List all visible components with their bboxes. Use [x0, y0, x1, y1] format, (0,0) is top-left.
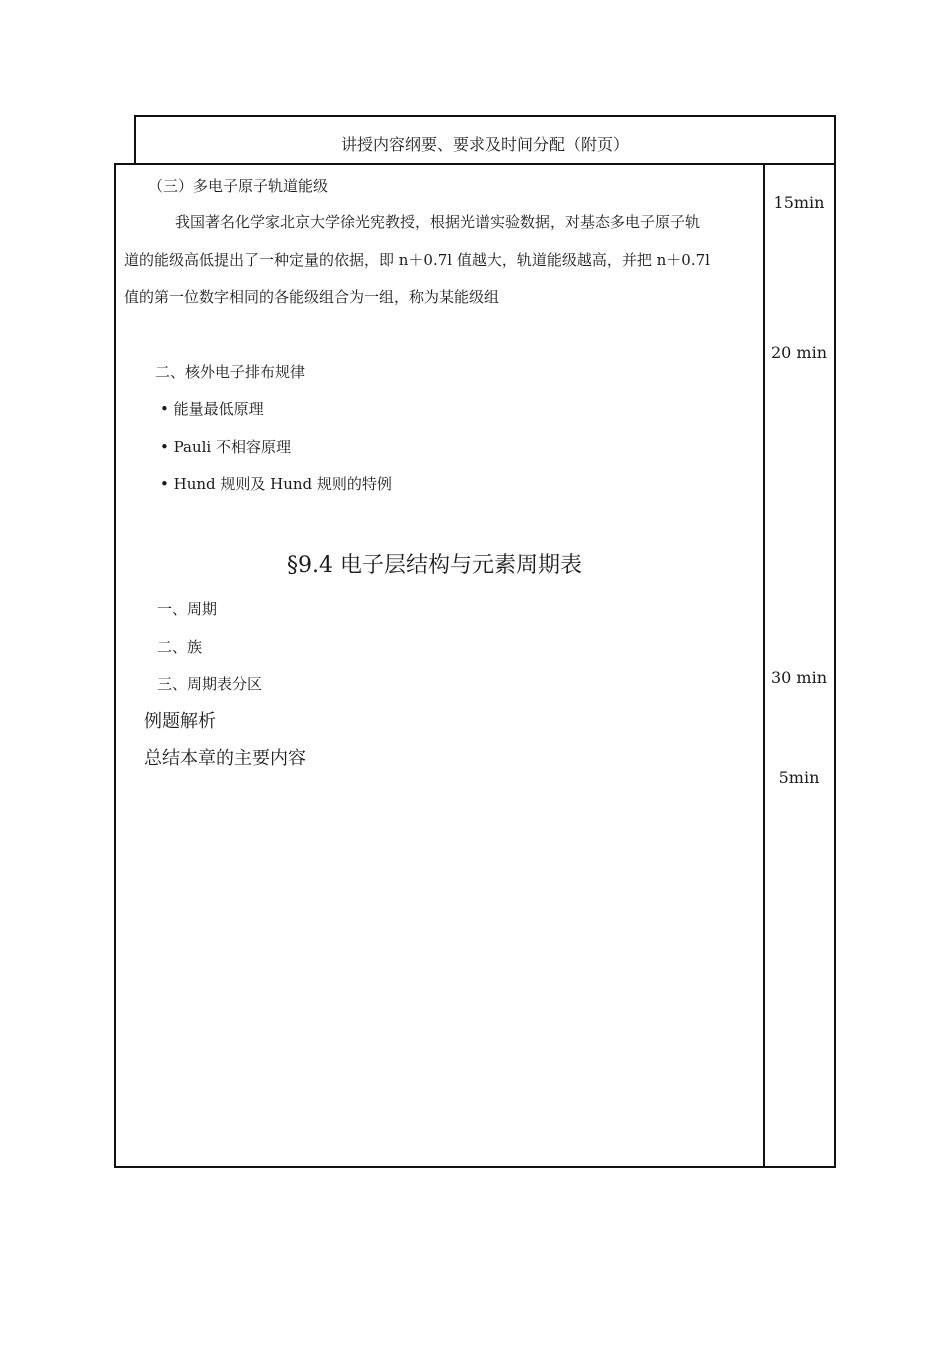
time-allocation: 20 min — [770, 343, 828, 362]
time-allocation: 5min — [778, 768, 820, 787]
table-border-right — [834, 115, 836, 1168]
table-border-header-top — [134, 115, 836, 117]
table-border-left — [114, 163, 116, 1168]
table-border-header-bottom — [114, 163, 836, 165]
rule-item: • Pauli 不相容原理 — [160, 438, 292, 456]
paragraph-line-2: 道的能级高低提出了一种定量的依据，即 n＋0.7l 值越大，轨道能级越高，并把 n＋0.7l — [124, 251, 710, 269]
rule-item: • 能量最低原理 — [160, 400, 264, 418]
summary-label: 总结本章的主要内容 — [144, 748, 306, 769]
paragraph-line-3: 值的第一位数字相同的各能级组合为一组，称为某能级组 — [124, 288, 500, 306]
section-item: 一、周期 — [157, 600, 218, 618]
section-item: 二、族 — [157, 638, 203, 656]
examples-label: 例题解析 — [144, 711, 216, 732]
time-allocation: 30 min — [770, 668, 828, 687]
table-header-title: 讲授内容纲要、要求及时间分配（附页） — [340, 135, 629, 154]
paragraph-line-1: 我国著名化学家北京大学徐光宪教授，根据光谱实验数据，对基态多电子原子轨 — [175, 213, 701, 231]
rule-item: • Hund 规则及 Hund 规则的特例 — [160, 475, 392, 493]
time-column-divider — [763, 163, 765, 1168]
rules-heading: 二、核外电子排布规律 — [155, 363, 306, 381]
time-allocation: 15min — [773, 193, 825, 212]
section-item: 三、周期表分区 — [157, 675, 263, 693]
table-border-bottom — [114, 1166, 836, 1168]
section-title: §9.4 电子层结构与元素周期表 — [287, 553, 582, 578]
subsection-title: （三）多电子原子轨道能级 — [148, 177, 329, 195]
